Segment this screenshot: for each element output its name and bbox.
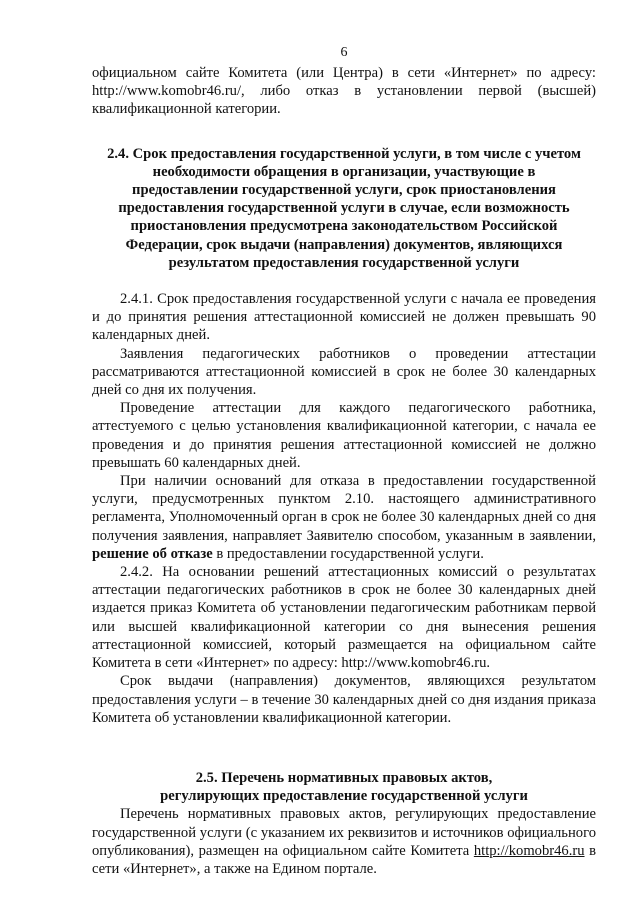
legal-acts-text-end: в сети «Интернет», а также на Едином портале.	[92, 842, 596, 877]
paragraph-2-4-1: 2.4.1. Срок предоставления государственной услуги с начала ее проведения и до принятия решения аттестационной комиссией не должен превышать 90 календарных дней.	[92, 291, 596, 344]
intro-paragraph: официальном сайте Комитета (или Центра) в сети «Интернет» по адресу: http://www.komobr46.ru/, либо отказ в установлении первой (высшей) квалификационной категории.	[92, 65, 596, 118]
refusal-decision-bold: решение об отказе	[92, 545, 213, 562]
section-2-5-heading-line2: регулирующих предоставление государственной услуги	[160, 788, 528, 805]
paragraph-2-4-2: 2.4.2. На основании решений аттестационных комиссий о результатах аттестации педагогических работников в срок не более 30 календарных дней издается приказ Комитета об установлении педагогическим работникам первой или высшей квалификационной категории со дня вынесения решения аттестационной комиссией, который размещается на официальном сайте Комитета в сети «Интернет» по адресу: http://www.komobr46.ru.	[92, 564, 596, 672]
paragraph-issuance-term: Срок выдачи (направления) документов, являющихся результатом предоставления услуги – в течение 30 календарных дней со дня издания приказа Комитета об установлении квалификационной категории.	[92, 673, 596, 726]
paragraph-refusal	[92, 472, 596, 563]
section-2-4-heading: 2.4. Срок предоставления государственной услуги, в том числе с учетом необходимости обращения в организации, участвующие в предоставлении государственной услуги, срок приостановления предоставления государственной услуги в случае, если возможность приостановления предусмотрена законодательством Российской Федерации, срок выдачи (направления) документов, являющихся результатом предоставления государственной услуги	[107, 145, 581, 271]
section-2-5-heading-line1: 2.5. Перечень нормативных правовых актов,	[195, 769, 493, 786]
paragraph-legal-acts	[92, 805, 596, 878]
komobr46-link[interactable]: http://komobr46.ru	[473, 842, 585, 859]
section-2-5-heading	[92, 769, 596, 805]
page-number: 6	[340, 45, 348, 60]
paragraph-applications: Заявления педагогических работников о проведении аттестации рассматриваются аттестационной комиссией в срок не более 30 календарных дней со дня их получения.	[92, 345, 596, 399]
refusal-text-end: в предоставлении государственной услуги.	[212, 545, 484, 562]
refusal-text-start: При наличии оснований для отказа в предоставлении государственной услуги, предусмотренных пунктом 2.10. настоящего административного регламента, Уполномоченный орган в срок не более 30 календарных дней со дня получения заявления, направляет Заявителю способом, указанным в заявлении,	[92, 473, 596, 544]
paragraph-attestation-duration: Проведение аттестации для каждого педагогического работника, аттестуемого с целью установления квалификационной категории, с начала ее проведения и до принятия решения аттестационной комиссией не должно превышать 60 календарных дней.	[92, 400, 596, 471]
legal-acts-text-start: Перечень нормативных правовых актов, регулирующих предоставление государственной услуги (с указанием их реквизитов и источников официального опубликования), размещен на официальном сайте Комитета	[92, 806, 596, 859]
